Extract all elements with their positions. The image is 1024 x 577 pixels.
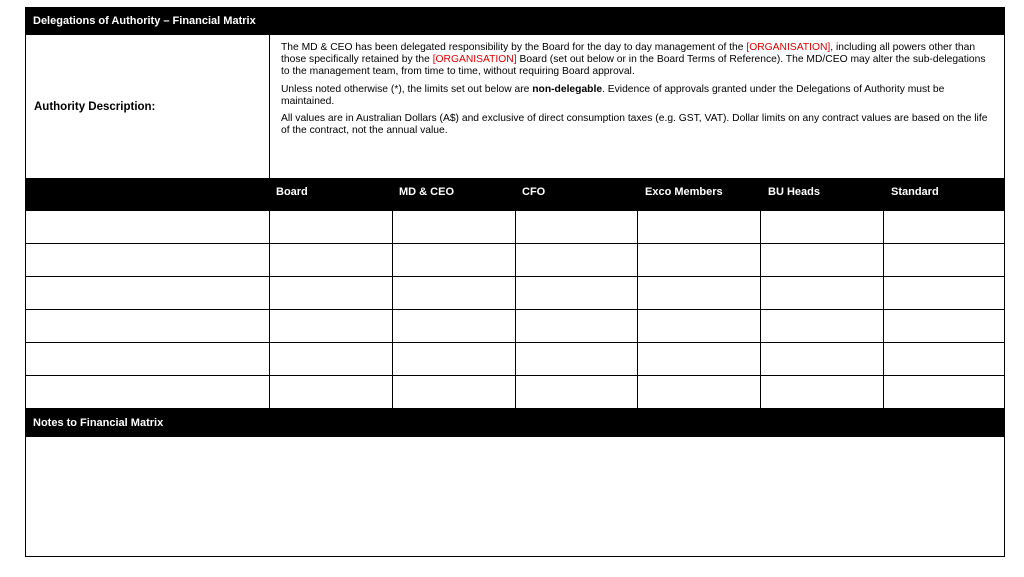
table-cell[interactable] (760, 310, 883, 342)
matrix-grid (25, 211, 1005, 409)
table-cell[interactable] (760, 211, 883, 243)
table-cell[interactable] (269, 211, 392, 243)
table-cell-label[interactable] (26, 310, 269, 342)
authority-description-row (25, 35, 1005, 178)
document-title: Delegations of Authority – Financial Matrix (33, 15, 256, 27)
table-cell[interactable] (637, 211, 760, 243)
table-cell[interactable] (883, 211, 1004, 243)
table-cell[interactable] (515, 244, 638, 276)
table-row (26, 376, 1004, 409)
p2-text-b: . Evidence of approvals granted under the Delegations of Authority must be maintained. (281, 83, 945, 107)
table-cell-label[interactable] (26, 244, 269, 276)
table-cell[interactable] (760, 277, 883, 309)
table-cell[interactable] (883, 310, 1004, 342)
table-cell[interactable] (269, 244, 392, 276)
p1-text-b: , including all powers other than those specifically retained by the (281, 42, 976, 66)
table-cell[interactable] (269, 277, 392, 309)
table-cell[interactable] (269, 343, 392, 375)
table-cell[interactable] (269, 310, 392, 342)
description-paragraph-1 (281, 42, 996, 79)
table-cell[interactable] (515, 343, 638, 375)
column-header-bu-heads: BU Heads (768, 186, 820, 198)
table-cell[interactable] (269, 376, 392, 408)
table-cell[interactable] (392, 211, 515, 243)
column-header-cfo: CFO (522, 186, 546, 198)
table-cell[interactable] (515, 277, 638, 309)
description-paragraph-3: All values are in Australian Dollars (A$) and exclusive of direct consumption taxes (e.g. GST, VAT). Dollar limits on any contract values are based on the life of the contract, not the annual value. (281, 113, 988, 137)
non-delegable-emphasis: non-delegable (532, 83, 603, 95)
table-cell-label[interactable] (26, 277, 269, 309)
organisation-placeholder-2: [ORGANISATION] (432, 54, 517, 66)
table-cell[interactable] (760, 244, 883, 276)
table-cell[interactable] (637, 376, 760, 408)
table-cell[interactable] (760, 376, 883, 408)
table-row (26, 310, 1004, 343)
table-cell[interactable] (883, 343, 1004, 375)
p1-text-c: Board (set out below or in the Board Terms of Reference). The MD/CEO may alter the sub-delegations to the management team, from time to time, without requiring Board approval. (281, 54, 986, 78)
table-cell-label[interactable] (26, 376, 269, 408)
organisation-placeholder-1: [ORGANISATION] (746, 42, 831, 53)
matrix-header-row (25, 178, 1005, 211)
document-title-bar (25, 7, 1005, 35)
table-cell[interactable] (392, 343, 515, 375)
table-row (26, 244, 1004, 277)
table-cell[interactable] (883, 277, 1004, 309)
table-cell-label[interactable] (26, 211, 269, 243)
table-cell-label[interactable] (26, 343, 269, 375)
table-row (26, 343, 1004, 376)
authority-description-label: Authority Description: (26, 35, 270, 178)
financial-matrix-document (25, 7, 1005, 557)
table-cell[interactable] (515, 310, 638, 342)
matrix-header-blank (25, 178, 269, 211)
notes-title: Notes to Financial Matrix (33, 417, 164, 429)
table-cell[interactable] (515, 376, 638, 408)
p2-text-a: Unless noted otherwise (*), the limits set out below are (281, 83, 533, 95)
p1-text-a: The MD & CEO has been delegated responsibility by the Board for the day to day management of the (281, 42, 747, 53)
table-cell[interactable] (392, 244, 515, 276)
table-cell[interactable] (392, 277, 515, 309)
table-cell[interactable] (637, 244, 760, 276)
description-paragraph-2 (281, 84, 996, 108)
column-header-standard: Standard (891, 186, 939, 198)
notes-title-bar (25, 409, 1005, 437)
table-cell[interactable] (637, 343, 760, 375)
column-header-exco-members: Exco Members (645, 186, 723, 198)
table-cell[interactable] (637, 277, 760, 309)
table-cell[interactable] (515, 211, 638, 243)
table-cell[interactable] (883, 376, 1004, 408)
table-cell[interactable] (883, 244, 1004, 276)
table-cell[interactable] (637, 310, 760, 342)
column-header-md-ceo: MD & CEO (399, 186, 454, 198)
table-cell[interactable] (392, 310, 515, 342)
notes-content-area[interactable] (25, 437, 1005, 557)
authority-description-text (270, 35, 1004, 178)
column-header-board: Board (276, 186, 308, 198)
table-row (26, 211, 1004, 244)
table-cell[interactable] (392, 376, 515, 408)
table-row (26, 277, 1004, 310)
table-cell[interactable] (760, 343, 883, 375)
